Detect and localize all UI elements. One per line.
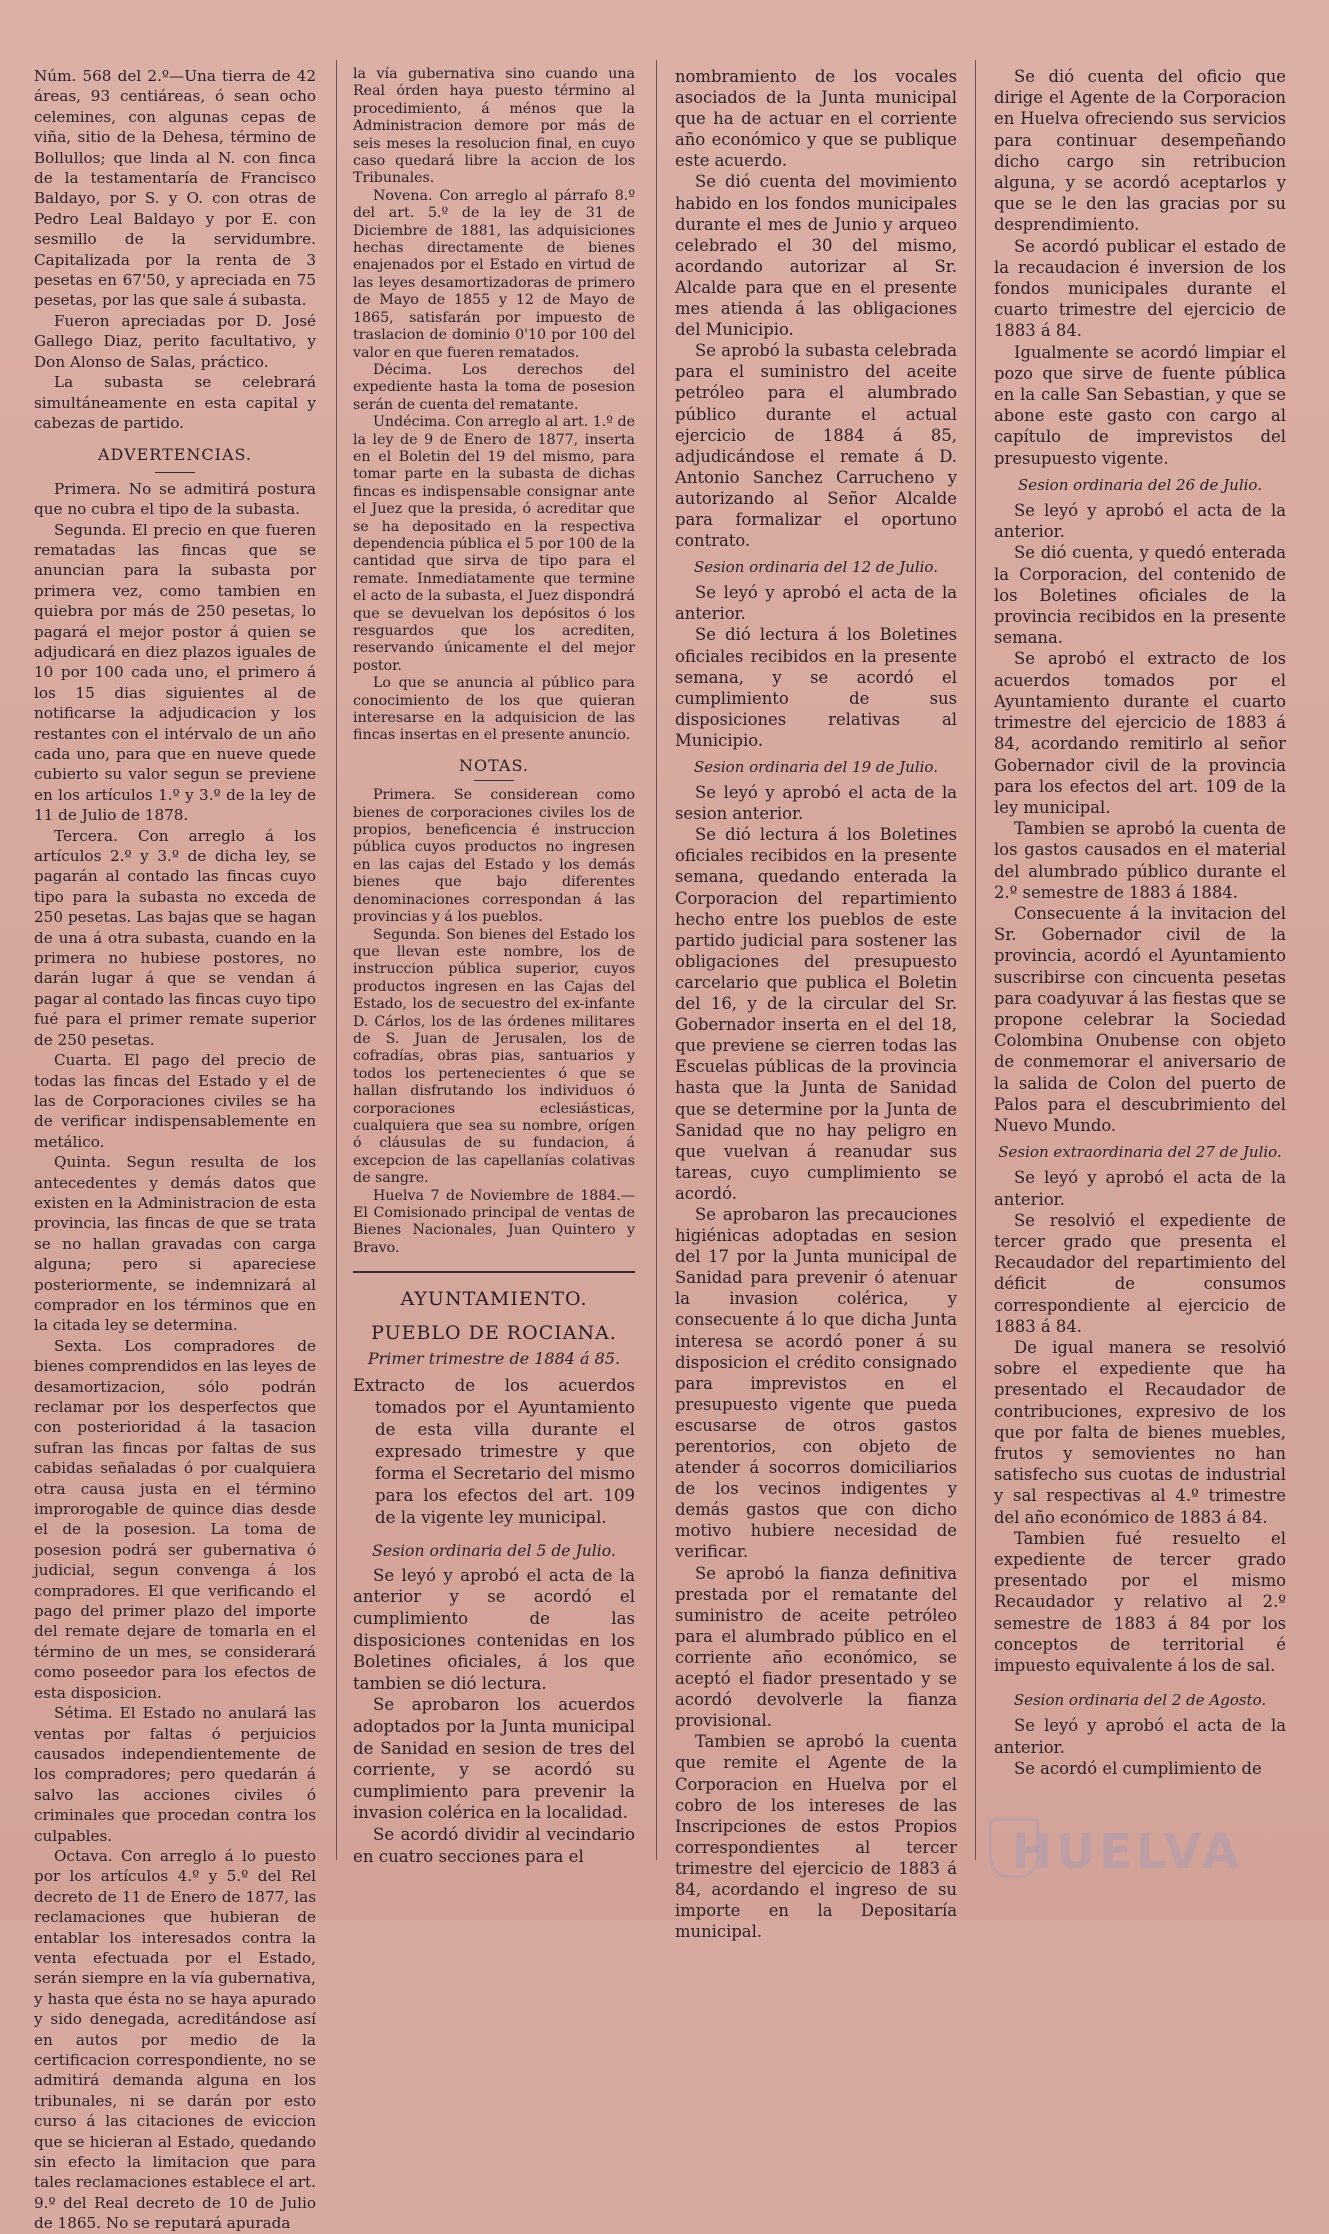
session-paragraph: Se dió lectura á los Boletines oficiales recibidos en la presente semana, quedando enterada la Corporacion del repartimiento hecho entre los pueblos de este partido judicial para sostener las obligaciones del presupuesto carcelario que publica el Boletin del 16, y de la circular del Sr. Gobernador inserta en el del 18, que previene se cierren todas las Escuelas públicas de la provincia hasta que la Junta de Sanidad que se determine por la Junta de Sanidad que no hay peligro en que vuelvan á reanudar sus tareas, cuyo cumplimiento se acordó. <box>675 825 957 1203</box>
session-paragraph: Se dió cuenta, y quedó enterada la Corporacion, del contenido de los Boletines oficiales de la provincia recibidos en la presente semana. <box>994 543 1286 648</box>
session-paragraph: De igual manera se resolvió sobre el expediente que ha presentado el Recaudador de contribuciones, expresivo de los que por falta de bienes muebles, frutos y semovientes no han satisfecho sus cuotas de industrial y sal respectivas al 4.º trimestre del año económico de 1883 á 84. <box>994 1337 1286 1527</box>
paragraph: la vía gubernativa sino cuando una Real órden haya puesto término al procedimiento, á ménos que la Administracion demore por más de seis meses la resolucion final, en cuyo caso quedará libre la accion de los Tribunales. <box>353 66 635 187</box>
paragraph: Se acordó publicar el estado de la recaudacion é inversion de los fondos municipales durante el cuarto trimestre del ejercicio de 1883 á 84. <box>994 236 1286 341</box>
session-paragraph: Tambien se aprobó la cuenta que remite el Agente de la Corporacion en Huelva por el cobro de los intereses de las Inscripciones de estos Propios correspondientes al tercer trimestre del ejercicio de 1883 á 84, acordando el ingreso de su importe en la Depositaría municipal. <box>675 1732 957 1942</box>
advertencia-6: Sexta. Los compradores de bienes comprendidos en las leyes de desamortizacion, sólo podrán reclamar por los desperfectos que con posterioridad á la tasacion sufran las fincas por faltas de sus cabidas señaladas ó por cualquiera otra causa justa en el término improrogable de quince dias desde el de la posesion. La toma de posesion podrá ser gubernativa ó judicial, segun convenga á los compradores. El que verificando el pago del primer plazo del importe del remate dejare de tomarla en el término de un mes, se considerará como poseedor para los efectos de esta disposicion. <box>34 1336 316 1702</box>
announcement-closing: Lo que se anuncia al público para conocimiento de los que quieran interesarse en la adquisicion de las fincas insertas en el presente anuncio. <box>353 675 635 744</box>
watermark: HUELVA <box>1012 1824 1243 1880</box>
session-heading: Sesion ordinaria del 19 de Julio. <box>694 758 938 776</box>
notas-heading: NOTAS. <box>459 755 529 775</box>
session-paragraph: Se aprobaron las precauciones higiénicas adoptadas en sesion del 17 por la Junta municipal de Sanidad para prevenir ó atenuar la invasion colérica, y consecuente á lo que dicha Junta interesa se acordó poner á su disposicion el crédito consignado para imprevistos en el presupuesto vigente que pueda escusarse de otros gastos perentorios, con objeto de atender á socorros domiciliarios de los vecinos indigentes y demás gastos que con dicho motivo hubiere necesidad de verificar. <box>675 1204 957 1562</box>
nota-1: Primera. Se considerean como bienes de corporaciones civiles los de propios, beneficencia é instruccion pública cuyos productos no ingresen en las cajas del Estado y los demás bienes que bajo diferentes denominaciones correspondan á las provincias y á los pueblos. <box>353 787 635 926</box>
session-paragraph: Se dió lectura á los Boletines oficiales recibidos en la presente semana, y se acordó el cumplimiento de sus disposiciones relativas al Municipio. <box>675 625 957 750</box>
auction-note: La subasta se celebrará simultáneamente en esta capital y cabezas de partido. <box>34 373 316 432</box>
session-paragraph: Se aprobó la fianza definitiva prestada por el rematante del suministro de aceite petróleo para el alumbrado público en el corriente año económico, se aceptó el fiador presentado y se acordó devolverle la fianza provisional. <box>675 1563 957 1731</box>
paragraph: Se dió cuenta del oficio que dirige el Agente de la Corporacion en Huelva ofreciendo sus servicios para continuar desempeñando dicho cargo sin retribucion alguna, y se acordó aceptarlos y que se le den las gracias por su desprendimiento. <box>994 67 1286 235</box>
session-paragraph: Tambien se aprobó la cuenta de los gastos causados en el material del alumbrado público durante el 2.º semestre de 1883 á 1884. <box>994 819 1286 902</box>
column-rule <box>656 60 657 1860</box>
ayuntamiento-heading: AYUNTAMIENTO. <box>400 1288 588 1311</box>
paragraph: Igualmente se acordó limpiar el pozo que sirve de fuente pública en la calle San Sebastian, y que se abone este gasto con cargo al capítulo de imprevistos del presupuesto vigente. <box>994 342 1286 468</box>
advertencia-3: Tercera. Con arreglo á los artículos 2.º y 3.º de dicha ley, se pagarán al contado las fincas cuyo tipo para la subasta no exceda de 250 pesetas. Las bajas que se hagan de una á otra subasta, cuando en la primera no hubiese postores, no darán lugar á que se vendan á pagar al contado las fincas cuyo tipo fué para el primer remate superior de 250 pesetas. <box>34 826 316 1049</box>
session-paragraph: Se aprobó el extracto de los acuerdos tomados por el Ayuntamiento durante el cuarto trimestre del ejercicio de 1883 á 84, acordando remitirlo al señor Gobernador civil de la provincia para los efectos del art. 109 de la ley municipal. <box>994 649 1286 817</box>
session-heading: Sesion ordinaria del 12 de Julio. <box>694 558 938 577</box>
paragraph: nombramiento de los vocales asociados de la Junta municipal que ha de actuar en el corriente año económico y que se publique este acuerdo. <box>675 67 957 171</box>
session-paragraph: Tambien fué resuelto el expediente de tercer grado presentado por el mismo Recaudador y relativo al 2.º semestre de 1883 á 84 por los conceptos de territorial é impuesto equivalente á los de sal. <box>994 1528 1286 1676</box>
signature: Huelva 7 de Noviembre de 1884.—El Comisionado principal de ventas de Bienes Nacionales, Juan Quintero y Bravo. <box>353 1187 635 1256</box>
column-rule <box>975 60 976 1860</box>
session-paragraph: Se leyó y aprobó el acta de la anterior. <box>994 1168 1286 1209</box>
extracto-intro: Extracto de los acuerdos tomados por el Ayuntamiento de esta villa durante el expresado trimestre y que forma el Secretario del mismo para los efectos del art. 109 de la vigente ley municipal. <box>353 1376 635 1528</box>
divider <box>155 472 195 473</box>
column-2 <box>353 66 635 1867</box>
column-4 <box>994 66 1286 1779</box>
advertencias-heading: ADVERTENCIAS. <box>97 445 253 465</box>
advertencia-8: Octava. Con arreglo á lo puesto por los artículos 4.º y 5.º del Rel decreto de 11 de Enero de 1877, las reclamaciones que hubieran de entablar los interesados contra la venta efectuada por el Estado, serán siempre en la vía gubernativa, y hasta que ésta no se haya apurado y sido denegada, acreditándose así en autos por medio de la certificacion correspondiente, no se admitirá demanda alguna en los tribunales, ni se darán por esto curso á las citaciones de eviccion que se hicieran al Estado, quedando sin efecto la limitacion que para tales reclamaciones establece el art. 9.º del Real decreto de 10 de Julio de 1865. No se reputará apurada <box>34 1846 316 2233</box>
session-paragraph: Se acordó el cumplimiento de <box>1014 1758 1262 1778</box>
advertencia-5: Quinta. Segun resulta de los antecedentes y demás datos que existen en la Administracion de esta provincia, las fincas de que se trata se no hallan gravadas con carga alguna; pero si apareciese posteriormente, se indemnizará al comprador en los términos que en la citada ley se determina. <box>34 1153 316 1335</box>
advertencia-1: Primera. No se admitirá postura que no cubra el tipo de la subasta. <box>34 479 316 519</box>
session-paragraph: Se leyó y aprobó el acta de la anterior. <box>994 1716 1286 1757</box>
section-divider <box>353 1271 635 1273</box>
advertencia-9: Novena. Con arreglo al párrafo 8.º del art. 5.º de la ley de 31 de Diciembre de 1881, las adquisiciones hechas directamente de bienes enajenados por el Estado en virtud de las leyes desamortizadoras de primero de Mayo de 1855 y 12 de Mayo de 1865, satisfarán por impuesto de traslacion de dominio 0'10 por 100 del valor en que fueren rematados. <box>353 187 635 361</box>
advertencia-10: Décima. Los derechos del expediente hasta la toma de posesion serán de cuenta del rematante. <box>353 361 635 413</box>
session-paragraph: Se leyó y aprobó el acta de la anterior. <box>994 501 1286 542</box>
advertencia-4: Cuarta. El pago del precio de todas las fincas del Estado y el de las de Corporaciones civiles se ha de verificar indispensablemente en metálico. <box>34 1051 316 1151</box>
session-heading: Sesion ordinaria del 26 de Julio. <box>1018 475 1262 494</box>
column-3 <box>675 66 957 1942</box>
session-paragraph: Se leyó y aprobó el acta de la anterior. <box>675 583 957 624</box>
session-paragraph: Se acordó dividir al vecindario en cuatro secciones para el <box>353 1824 635 1866</box>
session-heading: Sesion ordinaria del 2 de Agosto. <box>1013 1691 1267 1710</box>
nota-2: Segunda. Son bienes del Estado los que llevan este nombre, los de instruccion pública superior, cuyos productos ingresen en las Cajas del Estado, los de secuestro del ex-infante D. Cárlos, los de las órdenes militares de S. Juan de Jerusalen, los de cofradías, obras pias, santuarios y todos los pertenecientes ó que se hallan disfrutando los individuos ó corporaciones eclesiásticas, cualquiera que sea su nombre, orígen ó cláusulas de su fundacion, á excepcion de las capellanías colativas de sangre. <box>353 926 635 1187</box>
session-heading: Sesion extraordinaria del 27 de Julio. <box>998 1143 1282 1162</box>
appraisers: Fueron apreciadas por D. José Gallego Diaz, perito facultativo, y Don Alonso de Salas, práctico. <box>34 311 316 371</box>
session-paragraph: Se resolvió el expediente de tercer grado que presenta el Recaudador del repartimiento del déficit de consumos correspondiente al ejercicio de 1883 á 84. <box>994 1210 1286 1336</box>
session-paragraph: Se leyó y aprobó el acta de la anterior y se acordó el cumplimiento de las disposiciones contenidas en los Boletines oficiales, á los que tambien se dió lectura. <box>353 1565 635 1693</box>
advertencia-2: Segunda. El precio en que fueren rematadas las fincas que se anuncian para la subasta por primera vez, como tambien en quiebra por más de 250 pesetas, lo pagará el mejor postor á quien se adjudicará en diez plazos iguales de 10 por 100 cada uno, el primero á los 15 dias siguientes al de notificarse la adjudicacion y los restantes con el intérvalo de un año cada uno, para que en nueve quede cubierto su valor segun se previene en los artículos 1.º y 3.º de la ley de 11 de Julio de 1878. <box>34 520 316 825</box>
paragraph: Se aprobó la subasta celebrada para el suministro del aceite petróleo para el alumbrado público durante el actual ejercicio de 1884 á 85, adjudicándose el remate á D. Antonio Sanchez Carrucheno y autorizando al Señor Alcalde para formalizar el oportuno contrato. <box>675 341 957 551</box>
advertencia-11: Undécima. Con arreglo al art. 1.º de la ley de 9 de Enero de 1877, inserta en el Boletin del 19 del mismo, para tomar parte en la subasta de dichas fincas es indispensable consignar ante el Juez que la presida, ó acreditar que se ha depositado en la respectiva dependencia pública el 5 por 100 de la cantidad que sirva de tipo para el remate. Inmediatamente que termine el acto de la subasta, el Juez dispondrá que se devuelvan los depósitos ó los resguardos que los acrediten, reservando únicamente el del mejor postor. <box>353 414 635 674</box>
advertencia-7: Sétima. El Estado no anulará las ventas por faltas ó perjuicios causados independientemente de los compradores; pero quedarán á salvo las acciones civiles ó criminales que procedan contra los culpables. <box>34 1704 316 1845</box>
divider <box>474 780 514 781</box>
trimestre-subtitle: Primer trimestre de 1884 á 85. <box>367 1349 621 1369</box>
column-rule <box>336 60 337 1860</box>
session-paragraph: Se leyó y aprobó el acta de la sesion anterior. <box>675 783 957 824</box>
column-1 <box>34 66 316 2234</box>
pueblo-heading: PUEBLO DE ROCIANA. <box>371 1321 617 1344</box>
session-paragraph: Consecuente á la invitacion del Sr. Gobernador civil de la provincia, acordó el Ayuntamiento suscribirse con cincuenta pesetas para coadyuvar á las fiestas que se propone celebrar la Sociedad Colombina Onubense con objeto de conmemorar el aniversario de la salida de Colon del puerto de Palos para el descubrimiento del Nuevo Mundo. <box>994 903 1286 1135</box>
paragraph: Se dió cuenta del movimiento habido en los fondos municipales durante el mes de Junio y arqueo celebrado el 30 del mismo, acordando autorizar al Sr. Alcalde para que en el presente mes atienda á las obligaciones del Municipio. <box>675 172 957 340</box>
session-heading: Sesion ordinaria del 5 de Julio. <box>372 1542 616 1561</box>
lot-description: Núm. 568 del 2.º—Una tierra de 42 áreas, 93 centiáreas, ó sean ocho celemines, con algunas cepas de viña, sitio de la Dehesa, término de Bollullos; que linda al N. con finca de la testamentaría de Francisco Baldayo, por S. y O. con otras de Pedro Leal Baldayo y por E. con sesmillo de la servidumbre. Capitalizada por la renta de 3 pesetas en 67'50, y apreciada en 75 pesetas, por las que sale á subasta. <box>34 67 316 310</box>
session-paragraph: Se aprobaron los acuerdos adoptados por la Junta municipal de Sanidad en sesion de tres del corriente, y se acordó su cumplimiento para prevenir la invasion colérica en la localidad. <box>353 1695 635 1823</box>
